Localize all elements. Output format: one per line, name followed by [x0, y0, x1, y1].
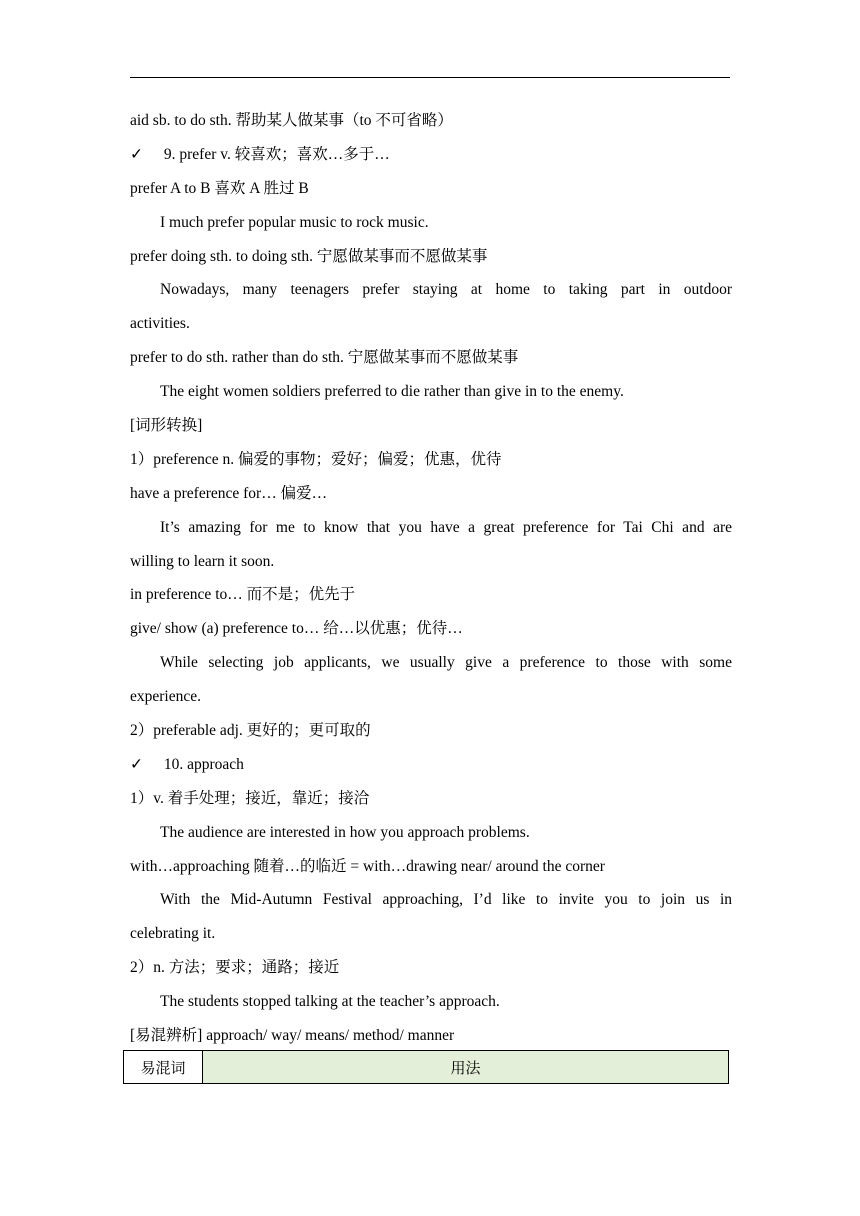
example-sentence: The students stopped talking at the teacher’s approach. — [160, 993, 500, 1011]
comparison-table-header — [123, 1050, 729, 1084]
text-line: willing to learn it soon. — [130, 552, 275, 570]
section-label: [词形转换] — [130, 417, 203, 435]
text-line: celebrating it. — [130, 925, 216, 943]
text-line: 1）preference n. 偏爱的事物；爱好；偏爱；优惠，优待 — [130, 450, 502, 468]
example-sentence: The eight women soldiers preferred to die rather than give in to the enemy. — [160, 383, 624, 401]
header-rule — [130, 77, 730, 78]
table-header-usage: 用法 — [203, 1051, 728, 1083]
text-line: prefer A to B 喜欢 A 胜过 B — [130, 179, 309, 197]
example-sentence: It’s amazing for me to know that you have a great preference for Tai Chi and are — [160, 518, 732, 536]
example-sentence: Nowadays, many teenagers prefer staying at home to taking part in outdoor — [160, 281, 732, 299]
text-line: activities. — [130, 315, 190, 333]
document-body — [130, 104, 732, 1053]
example-sentence: While selecting job applicants, we usually give a preference to those with some — [160, 654, 732, 672]
checkmark-icon: ✓ — [130, 755, 143, 773]
text-line: 2）preferable adj. 更好的；更可取的 — [130, 722, 371, 740]
example-sentence: I much prefer popular music to rock music. — [160, 213, 429, 231]
text-line: prefer to do sth. rather than do sth. 宁愿做某事而不愿做某事 — [130, 349, 519, 367]
text-line: experience. — [130, 688, 201, 706]
table-header-word: 易混词 — [124, 1051, 203, 1083]
text-line: give/ show (a) preference to… 给…以优惠；优待… — [130, 620, 463, 638]
text-line: prefer doing sth. to doing sth. 宁愿做某事而不愿做某事 — [130, 247, 488, 265]
check-item-approach: ✓ 10. approach — [130, 748, 732, 782]
section-label: [易混辨析] approach/ way/ means/ method/ manner — [130, 1027, 455, 1045]
text-line: in preference to… 而不是；优先于 — [130, 586, 356, 604]
check-item-prefer: ✓ 9. prefer v. 较喜欢；喜欢…多于… — [130, 138, 732, 172]
example-sentence: The audience are interested in how you approach problems. — [160, 823, 530, 841]
text-line: with…approaching 随着…的临近 = with…drawing near/ around the corner — [130, 857, 605, 875]
text-line: aid sb. to do sth. 帮助某人做某事（to 不可省略） — [130, 112, 453, 129]
checkmark-icon: ✓ — [130, 145, 143, 163]
text-line: 2）n. 方法；要求；通路；接近 — [130, 959, 340, 977]
text-line: 1）v. 着手处理；接近，靠近；接洽 — [130, 789, 370, 807]
text-line: have a preference for… 偏爱… — [130, 484, 328, 502]
example-sentence: With the Mid-Autumn Festival approaching, I’d like to invite you to join us in — [160, 891, 732, 909]
